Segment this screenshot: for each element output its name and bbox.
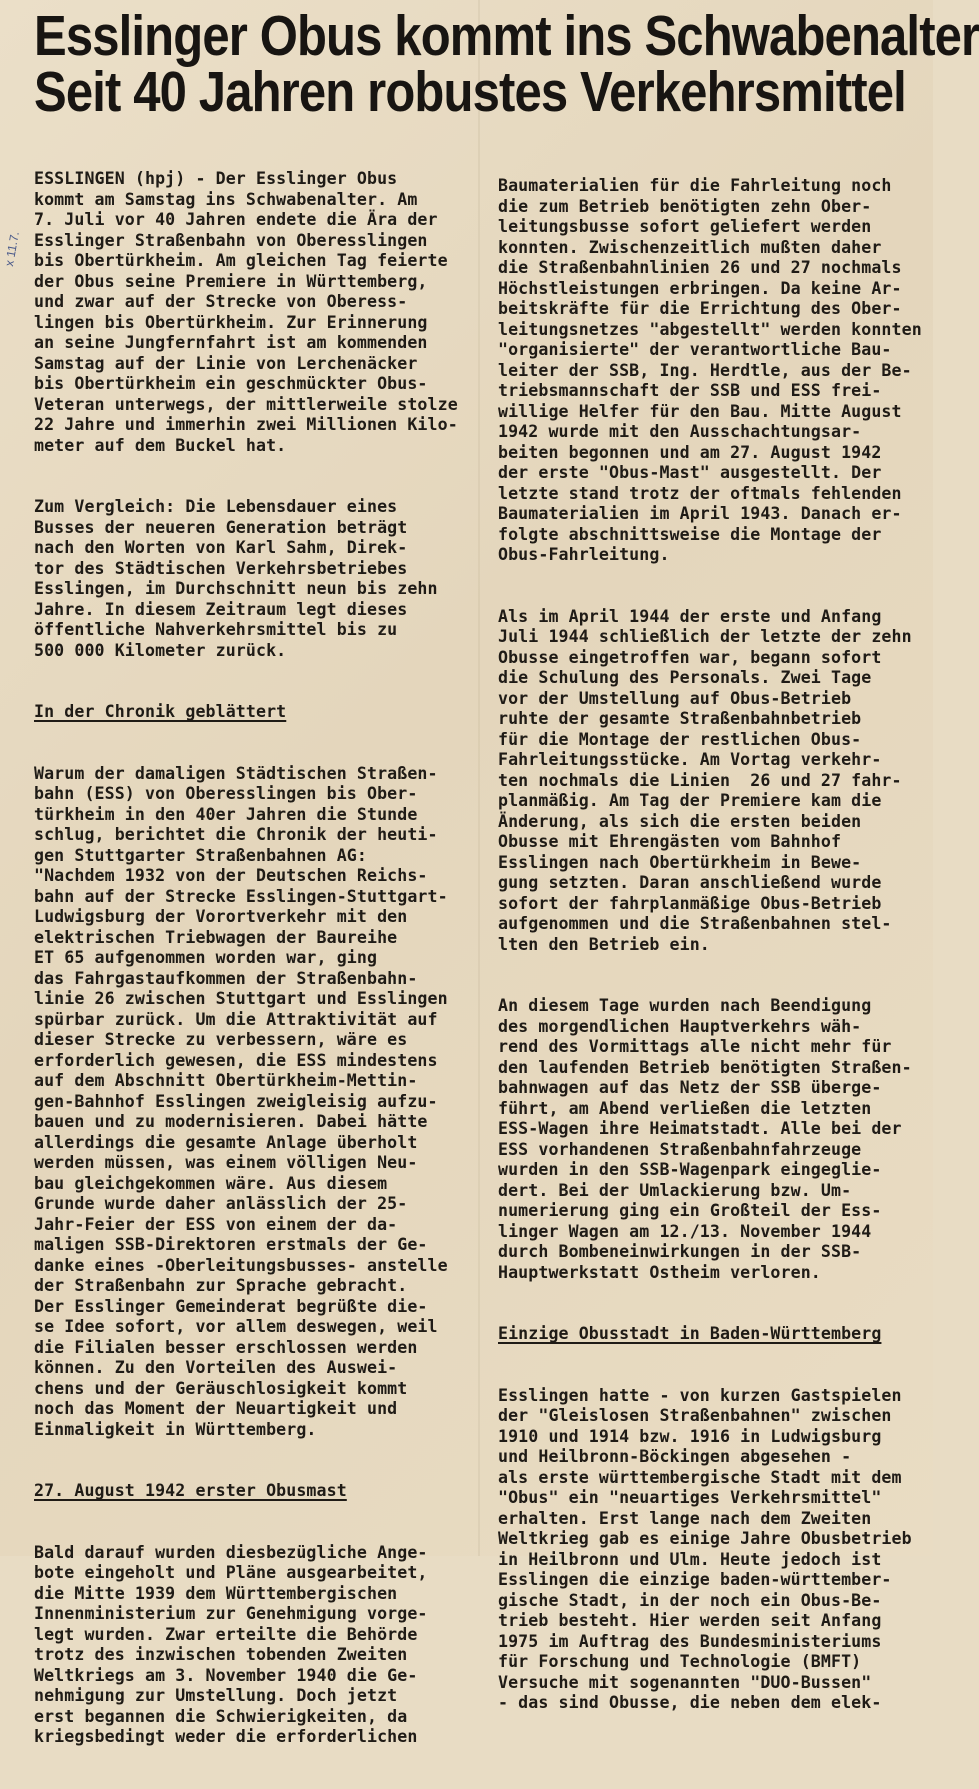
paragraph: Esslingen hatte - von kurzen Gastspielen der "Gleislosen Straßenbahnen" zwischen 1910 und 1914 bzw. 1916 in Ludwigsburg und Heilbronn-Böckingen abgesehen - als erste württembergische Stadt mit dem "Obus" ein "neuartiges Verkehrsmittel" erhalten. Erst lange nach dem Zweiten Weltkrieg gab es einige Jahre Obusbetrieb in Heilbronn und Ulm. Heute jedoch ist Esslingen die einzige baden-württember- gische Stadt, in der noch ein Obus-Be- trieb besteht. Hier werden seit Anfang 1975 im Auftrag des Bundesministeriums für Forschung und Technologie (BMFT) Versuche mit sogenannten "DUO-Bussen" - das sind Obusse, die neben dem elek-: [498, 1385, 912, 1712]
paragraph: Warum der damaligen Städtischen Straßen- bahn (ESS) von Oberesslingen bis Ober- türkheim in den 40er Jahren die Stunde schlug, berichtet die Chronik der heuti- gen Stuttgarter Straßenbahnen AG: "Nachdem 1932 von der Deutschen Reichs- bahn auf der Strecke Esslingen-Stuttgart- Ludwigsburg der Vorortverkehr mit den elektrischen Triebwagen der Baureihe ET 65 aufgenommen worden war, ging das Fahrgastaufkommen der Straßenbahn- linie 26 zwischen Stuttgart und Esslingen spürbar zurück. Um die Attraktivität auf dieser Strecke zu verbessern, wäre es erforderlich gewesen, die ESS mindestens auf dem Abschnitt Obertürkheim-Mettin- gen-Bahnhof Esslingen zweigleisig aufzu- bauen und zu modernisieren. Dabei hätte allerdings die gesamte Anlage überholt werden müssen, was einem völligen Neu- bau gleichgekommen wäre. Aus diesem Grunde wurde daher anlässlich der 25- Jahr-Feier der ESS von einem der da- maligen SSB-Direktoren erstmals der Ge- danke eines -Oberleitungsbusses- anstelle der Straßenbahn zur Sprache gebracht. Der Esslinger Gemeinderat begrüßte die- se Idee sofort, vor allem deswegen, weil die Filialen besser erschlossen werden können. Zu den Vorteilen des Auswei- chens und der Geräuschlosigkeit kommt noch das Moment der Neuartigkeit und Einmaligkeit in Württemberg.: [34, 763, 448, 1439]
subheading: Einzige Obusstadt in Baden-Württemberg: [498, 1324, 882, 1343]
paragraph: Zum Vergleich: Die Lebensdauer eines Busses der neueren Generation beträgt nach den Worten von Karl Sahm, Direk- tor des Städtischen Verkehrsbetriebes Esslingen, im Durchschnitt neun bis zehn Jahre. In diesem Zeitraum legt dieses öffentliche Nahverkehrsmittel bis zu 500 000 Kilometer zurück.: [34, 497, 438, 660]
subheading: 27. August 1942 erster Obusmast: [34, 1481, 347, 1500]
headline-line-2: Seit 40 Jahren robustes Verkehrsmittel: [34, 60, 906, 124]
paragraph: Als im April 1944 der erste und Anfang Juli 1944 schließlich der letzte der zehn Obusse eingetroffen war, begann sofort die Schulung des Personals. Zwei Tage vor der Umstellung auf Obus-Betrieb ruhte der gesamte Straßenbahnbetrieb für die Montage der restlichen Obus- Fahrleitungsstücke. Am Vortag verkehr- ten nochmals die Linien 26 und 27 fahr- planmäßig. Am Tag der Premiere kam die Änderung, als sich die ersten beiden Obusse mit Ehrengästen vom Bahnhof Esslingen nach Obertürkheim in Bewe- gung setzten. Daran anschließend wurde sofort der fahrplanmäßige Obus-Betrieb aufgenommen und die Straßenbahnen stel- lten den Betrieb ein.: [498, 606, 912, 954]
paragraph: An diesem Tage wurden nach Beendigung des morgendlichen Hauptverkehrs wäh- rend des Vormittags alle nicht mehr für den laufenden Betrieb benötigten Straßen- bahnwagen auf das Netz der SSB überge- führt, am Abend verließen die letzten ESS-Wagen ihre Heimatstadt. Alle bei der ESS vorhandenen Straßenbahnfahrzeuge wurden in den SSB-Wagenpark eingeglie- dert. Bei der Umlackierung bzw. Um- numerierung ging ein Großteil der Ess- linger Wagen am 12./13. November 1944 durch Bombeneinwirkungen in der SSB- Hauptwerkstatt Ostheim verloren.: [498, 996, 912, 1282]
headline: [34, 4, 979, 124]
handwritten-margin-note: x 11.7.: [2, 230, 22, 268]
paragraph: ESSLINGEN (hpj) - Der Esslinger Obus kommt am Samstag ins Schwabenalter. Am 7. Juli vor 40 Jahren endete die Ära der Esslinger Straßenbahn von Oberesslingen bis Obertürkheim. Am gleichen Tag feierte der Obus seine Premiere in Württemberg, und zwar auf der Strecke von Oberess- lingen bis Obertürkheim. Zur Erinnerung an seine Jungfernfahrt ist am kommenden Samstag auf der Linie von Lerchenäcker bis Obertürkheim ein geschmückter Obus- Veteran unterwegs, der mittlerweile stolze 22 Jahre und immerhin zwei Millionen Kilo- meter auf dem Buckel hat.: [34, 169, 458, 455]
paragraph: Baumaterialien für die Fahrleitung noch die zum Betrieb benötigten zehn Ober- leitungsbusse sofort geliefert werden konnten. Zwischenzeitlich mußten daher die Straßenbahnlinien 26 und 27 nochmals Höchstleistungen erbringen. Da keine Ar- beitskräfte für die Errichtung des Ober- leitungsnetzes "abgestellt" werden konnten "organisierte" der verantwortliche Bau- leiter der SSB, Ing. Herdtle, aus der Be- triebsmannschaft der SSB und ESS frei- willige Helfer für den Bau. Mitte August 1942 wurde mit den Ausschachtungsar- beiten begonnen und am 27. August 1942 der erste "Obus-Mast" ausgestellt. Der letzte stand trotz der oftmals fehlenden Baumaterialien im April 1943. Danach er- folgte abschnittsweise die Montage der Obus-Fahrleitung.: [498, 176, 922, 564]
headline-line-1: Esslinger Obus kommt ins Schwabenalter: [34, 4, 979, 68]
left-column: [34, 128, 474, 1789]
fold-line: [478, 0, 480, 1556]
subheading: In der Chronik geblättert: [34, 702, 287, 721]
paragraph: Bald darauf wurden diesbezügliche Ange- bote eingeholt und Pläne ausgearbeitet, die Mitte 1939 dem Württembergischen Innenministerium zur Genehmigung vorge- legt wurden. Zwar erteilte die Behörde trotz des inzwischen tobenden Zweiten Weltkriegs am 3. November 1940 die Ge- nehmigung zur Umstellung. Doch jetzt erst begannen die Schwierigkeiten, da kriegsbedingt weder die erforderlichen: [34, 1542, 428, 1746]
right-column: [498, 135, 923, 1755]
